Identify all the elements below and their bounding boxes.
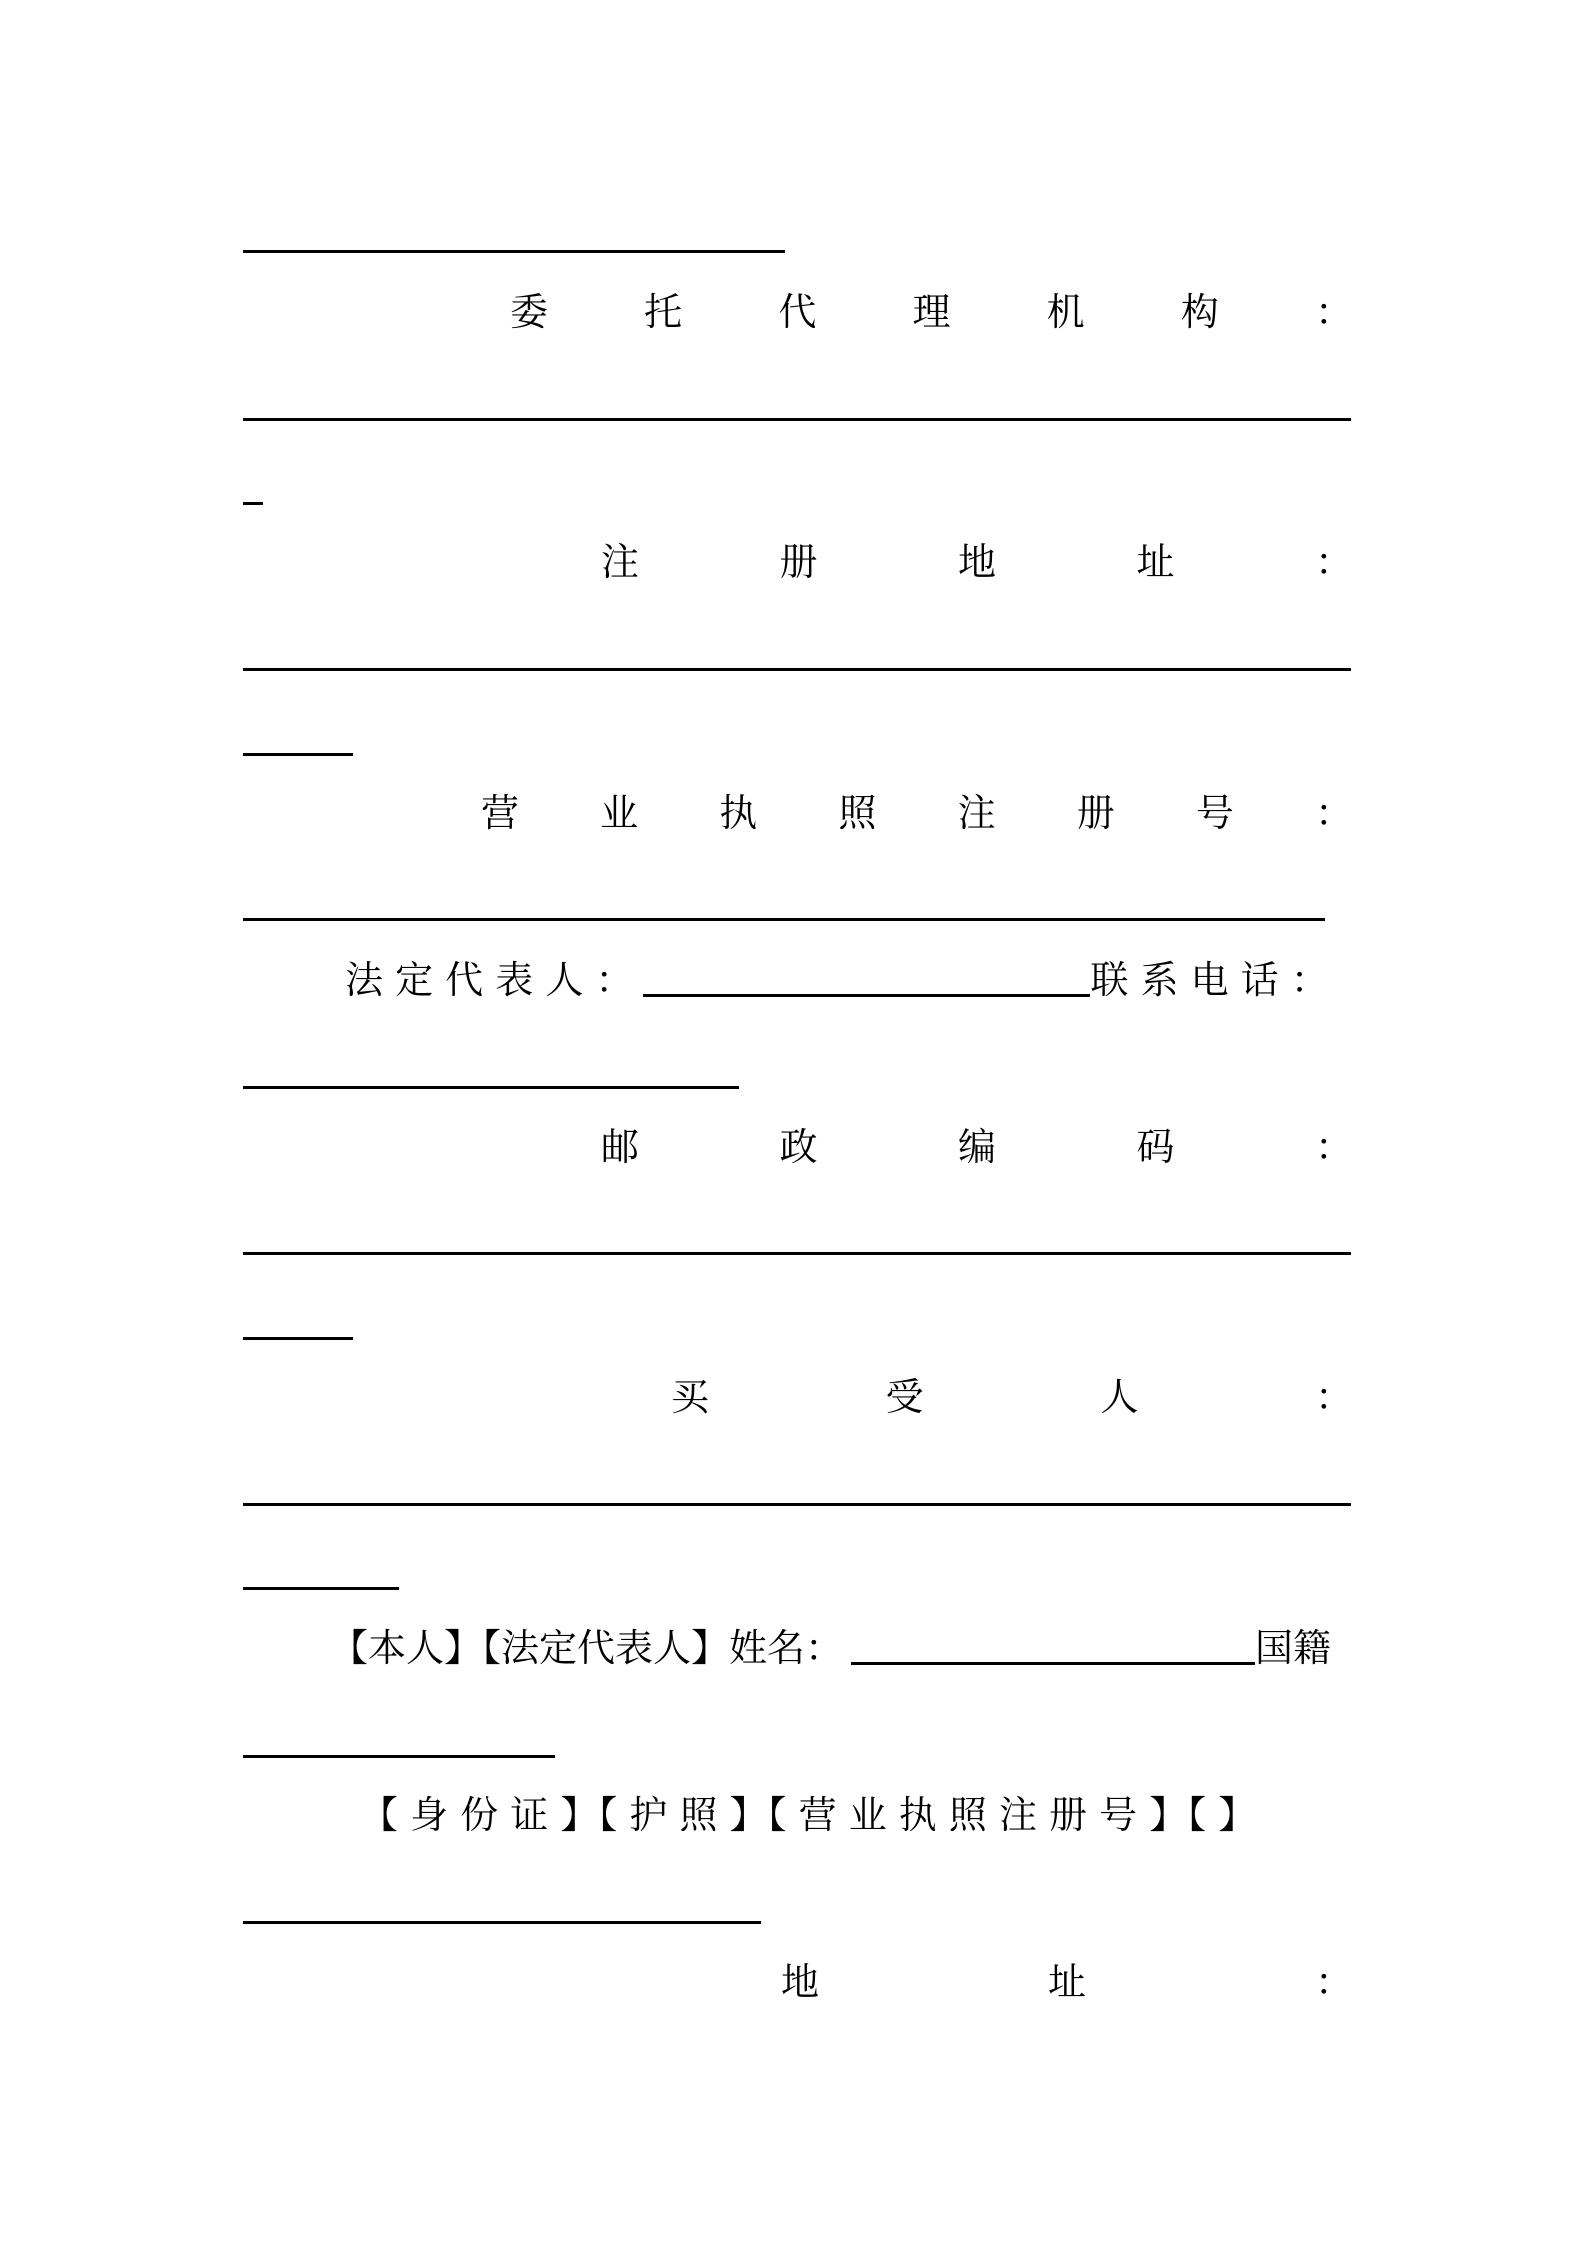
license-label	[243, 789, 1353, 837]
postcode-char: ：	[1314, 1125, 1353, 1169]
phone-label: 联 系 电 话 ：	[1090, 958, 1329, 1002]
id-type-label: 【 身 份 证 】【 护 照 】【 营 业 执 照 注 册 号 】【 】	[360, 1793, 1257, 1837]
reg-address-char: 地	[957, 540, 996, 584]
postcode-char: 码	[1136, 1125, 1175, 1169]
blank-line[interactable]	[243, 250, 785, 253]
reg-address-char: 注	[601, 540, 640, 584]
blank-line[interactable]	[243, 1755, 555, 1758]
id-type-row	[360, 1791, 1256, 1839]
postcode-char: 编	[957, 1125, 996, 1169]
blank-line[interactable]	[243, 1587, 399, 1590]
blank-line[interactable]	[243, 1252, 1351, 1255]
address-char: ：	[1314, 1960, 1353, 2004]
license-char: 营	[481, 791, 520, 835]
agency-label	[243, 288, 1353, 336]
license-char: 注	[957, 791, 996, 835]
agency-char: 机	[1046, 290, 1085, 334]
agency-char: 托	[644, 290, 683, 334]
blank-line[interactable]	[243, 1921, 761, 1924]
license-char: 业	[600, 791, 639, 835]
name-row	[330, 1624, 1331, 1672]
blank-line[interactable]	[243, 1337, 353, 1340]
agency-char: 理	[912, 290, 951, 334]
license-char: 执	[719, 791, 758, 835]
blank-line[interactable]	[243, 1086, 739, 1089]
buyer-char: 人	[1100, 1375, 1139, 1419]
name-blank[interactable]	[851, 1662, 1255, 1665]
postcode-label	[243, 1123, 1353, 1171]
legal-rep-row	[345, 956, 1329, 1004]
blank-line[interactable]	[243, 668, 1351, 671]
legal-rep-label: 法 定 代 表 人 ：	[345, 958, 634, 1002]
buyer-label	[243, 1373, 1353, 1421]
reg-address-char: 址	[1136, 540, 1175, 584]
nationality-label: 国籍	[1255, 1626, 1332, 1670]
address-char: 地	[781, 1960, 820, 2004]
agency-char: 委	[510, 290, 549, 334]
address-label	[243, 1958, 1353, 2006]
reg-address-char: ：	[1314, 540, 1353, 584]
buyer-char: 买	[671, 1375, 710, 1419]
reg-address-char: 册	[779, 540, 818, 584]
license-char: 号	[1195, 791, 1234, 835]
legal-rep-blank[interactable]	[643, 994, 1090, 997]
agency-char: ：	[1314, 290, 1353, 334]
license-char: 照	[838, 791, 877, 835]
buyer-char: 受	[885, 1375, 924, 1419]
postcode-char: 邮	[601, 1125, 640, 1169]
agency-char: 构	[1180, 290, 1219, 334]
postcode-char: 政	[779, 1125, 818, 1169]
buyer-char: ：	[1314, 1375, 1353, 1419]
reg-address-label	[243, 538, 1353, 586]
blank-line[interactable]	[243, 418, 1351, 421]
agency-char: 代	[778, 290, 817, 334]
name-label: 【本人】【法定代表人】姓名：	[330, 1626, 844, 1670]
address-char: 址	[1047, 1960, 1086, 2004]
blank-line[interactable]	[243, 918, 1325, 921]
blank-line[interactable]	[243, 1503, 1351, 1506]
blank-line[interactable]	[243, 753, 353, 756]
blank-line[interactable]	[243, 502, 263, 505]
license-char: ：	[1314, 791, 1353, 835]
license-char: 册	[1076, 791, 1115, 835]
